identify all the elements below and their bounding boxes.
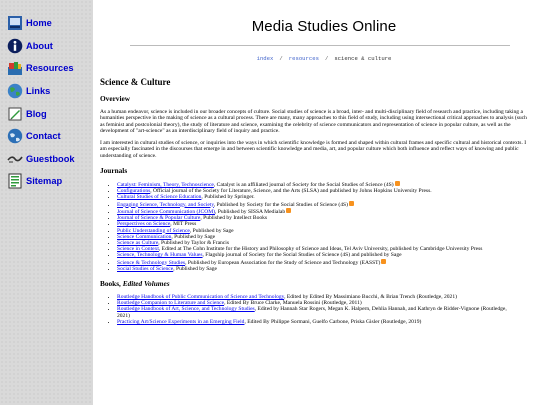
- list-item-link[interactable]: Science & Technology Studies: [117, 259, 186, 266]
- list-item-link[interactable]: Routledge Handbook of Public Communication of Science and Technology: [117, 293, 285, 300]
- list-item-link[interactable]: Public Understanding of Science: [117, 227, 190, 234]
- sidebar-item-contact[interactable]: [0, 125, 93, 148]
- list-item-link[interactable]: Perspectives on Science: [117, 221, 171, 228]
- list-item-description: , Published by Sage: [171, 233, 216, 240]
- home-icon: [7, 15, 23, 31]
- sidebar-item-resources[interactable]: [0, 57, 93, 80]
- breadcrumb-current: science & culture: [334, 55, 392, 62]
- resources-icon: [7, 60, 23, 76]
- sidebar-item-label: Guestbook: [26, 153, 75, 164]
- breadcrumb-index[interactable]: index: [256, 55, 274, 62]
- list-item-description: , Published by Society for the Social Studies of Science (4S): [213, 201, 348, 208]
- list-item-link[interactable]: Cultural Studies of Science Education: [117, 194, 202, 201]
- breadcrumb-separator: /: [324, 55, 329, 62]
- sidebar: [0, 0, 93, 405]
- list-item: [117, 306, 520, 318]
- sidebar-item-sitemap[interactable]: [0, 170, 93, 193]
- list-item-link[interactable]: Catalyst: Feminism, Theory, Technoscience: [117, 182, 214, 189]
- breadcrumb: [100, 55, 536, 62]
- breadcrumb-resources[interactable]: resources: [288, 55, 319, 62]
- list-item-description: , MIT Press: [170, 221, 197, 228]
- list-item-link[interactable]: Social Studies of Science: [117, 265, 174, 272]
- globe-icon: [7, 83, 23, 99]
- sidebar-item-label: Links: [26, 86, 51, 97]
- list-item-description: , Published by SISSA Medialab: [214, 208, 286, 215]
- sidebar-item-label: About: [26, 40, 53, 51]
- sidebar-item-links[interactable]: [0, 80, 93, 103]
- list-item-description: , Published by Sage: [189, 227, 234, 234]
- site-title: Media Studies Online: [251, 18, 397, 35]
- overview-heading: Overview: [100, 94, 130, 103]
- list-item: [117, 319, 520, 325]
- list-item-link[interactable]: Science as Culture: [117, 239, 159, 246]
- sitemap-icon: [7, 173, 23, 189]
- list-item-link[interactable]: Journal of Science & Popular Culture: [117, 215, 201, 222]
- breadcrumb-separator: /: [279, 55, 283, 62]
- list-item-link[interactable]: Engaging Science, Technology, and Society: [117, 201, 214, 208]
- contact-globe-icon: [7, 128, 23, 144]
- list-item-link[interactable]: Science Communication: [117, 233, 172, 240]
- list-item-description: , Published by Intellect Books: [200, 215, 268, 222]
- list-item-link[interactable]: Science, Technology & Human Values: [117, 252, 203, 259]
- sidebar-item-label: Contact: [26, 131, 61, 142]
- journals-list: [100, 181, 520, 272]
- list-item-description: , Catalyst is an affiliated journal of Society for the Social Studies of Science (4S): [213, 182, 394, 189]
- sidebar-item-blog[interactable]: [0, 102, 93, 125]
- rss-feed-icon[interactable]: [381, 259, 386, 264]
- info-icon: [7, 38, 23, 54]
- sidebar-item-label: Resources: [26, 63, 74, 74]
- rss-feed-icon[interactable]: [395, 181, 400, 186]
- list-item: [117, 201, 520, 208]
- list-item-link[interactable]: Science in Context: [117, 246, 159, 253]
- list-item-description: , Edited By Philippe Sormani, Guelfo Carbone, Priska Gisler (Routledge, 2019): [244, 318, 422, 325]
- sidebar-item-home[interactable]: [0, 12, 93, 35]
- list-item-description: , Published by Sage: [173, 265, 217, 272]
- list-item: [117, 266, 520, 272]
- rss-feed-icon[interactable]: [349, 201, 354, 206]
- list-item-description: , Flagship journal of Society for the Social Studies of Science (4S) and published by Sage: [202, 252, 402, 259]
- page-title: Science & Culture: [100, 77, 171, 87]
- list-item-description: , Published by Springer.: [201, 194, 255, 201]
- list-item-description: , Edited By Bruce Clarke, Manuela Rossini (Routledge, 2011): [224, 300, 362, 307]
- sidebar-item-about[interactable]: [0, 35, 93, 58]
- main-content: [100, 0, 540, 405]
- list-item-link[interactable]: Configurations: [117, 188, 151, 195]
- list-item-description: , Edited by Edited By Massimiano Bucchi, & Brian Trench (Routledge, 2021): [284, 293, 457, 300]
- guestbook-icon: [7, 151, 23, 167]
- title-divider: [130, 45, 510, 46]
- blog-icon: [7, 106, 23, 122]
- list-item: [117, 259, 520, 266]
- sidebar-item-label: Home: [26, 18, 52, 29]
- list-item-link[interactable]: Routledge Companion to Literature and Science: [117, 300, 225, 307]
- books-heading-text: Books,: [100, 278, 123, 288]
- overview-paragraph: I am interested in cultural studies of science, or inquiries into the ways in which scientific knowledge is formed and shaped within cultural frames and specific cultural and historical contexts. I am especially fascinated in the discourses that emerge in and between scientific knowledge and media, art, and popular culture which both influence and reflect ways of knowing and public understanding of science.: [100, 140, 527, 159]
- list-item-description: , Edited by Hannah Star Rogers, Megan K. Halpern, Dehlia Hannah, and Kathryn de Ridder-Vignone (Routledge, 2021): [117, 306, 507, 319]
- books-heading-emphasis: Edited Volumes: [122, 278, 170, 288]
- list-item-link[interactable]: Journal of Science Communication (JCOM): [117, 208, 215, 215]
- list-item: [117, 208, 520, 215]
- books-heading: [100, 279, 536, 288]
- books-list: [100, 294, 520, 325]
- list-item-link[interactable]: Practicing Art/Science Experiments in an Emerging Field: [117, 318, 245, 325]
- list-item-description: , Official journal of the Society for Literature, Science, and the Arts (SLSA) and published by Johns Hopkins University Press.: [150, 188, 432, 195]
- list-item-description: , Edited at The Cohn Institute for the History and Philosophy of Science and Ideas, Tel Aviv University, published by Cambridge University Press: [158, 246, 483, 253]
- rss-feed-icon[interactable]: [286, 208, 291, 213]
- sidebar-item-label: Blog: [26, 108, 47, 119]
- list-item-link[interactable]: Routledge Handbook of Art, Science, and Technology Studies: [117, 306, 255, 313]
- list-item-description: , Published by European Association for the Study of Science and Technology (EASST): [185, 259, 381, 266]
- journals-heading: Journals: [100, 166, 128, 176]
- overview-paragraph: As a human endeavor, science is included in our broader concepts of culture. Social studies of science is a broad, inter- and multi-disciplinary field of research and practice, including taking a humanities perspective in the making of science as a cultural process. There are many, many approaches to this field of study, including using intersectional critical approaches to analysis (such as feminist and postcolonial theory), the study of literature and science, examining the celebrity of science communicators and representation of science in popular culture, as well as the development of "art-science" as an interdisciplinary field of inquiry and practice.: [100, 109, 527, 134]
- sidebar-item-label: Sitemap: [26, 176, 63, 187]
- sidebar-item-guestbook[interactable]: [0, 148, 93, 171]
- list-item-description: , Published by Taylor & Francis: [158, 239, 229, 246]
